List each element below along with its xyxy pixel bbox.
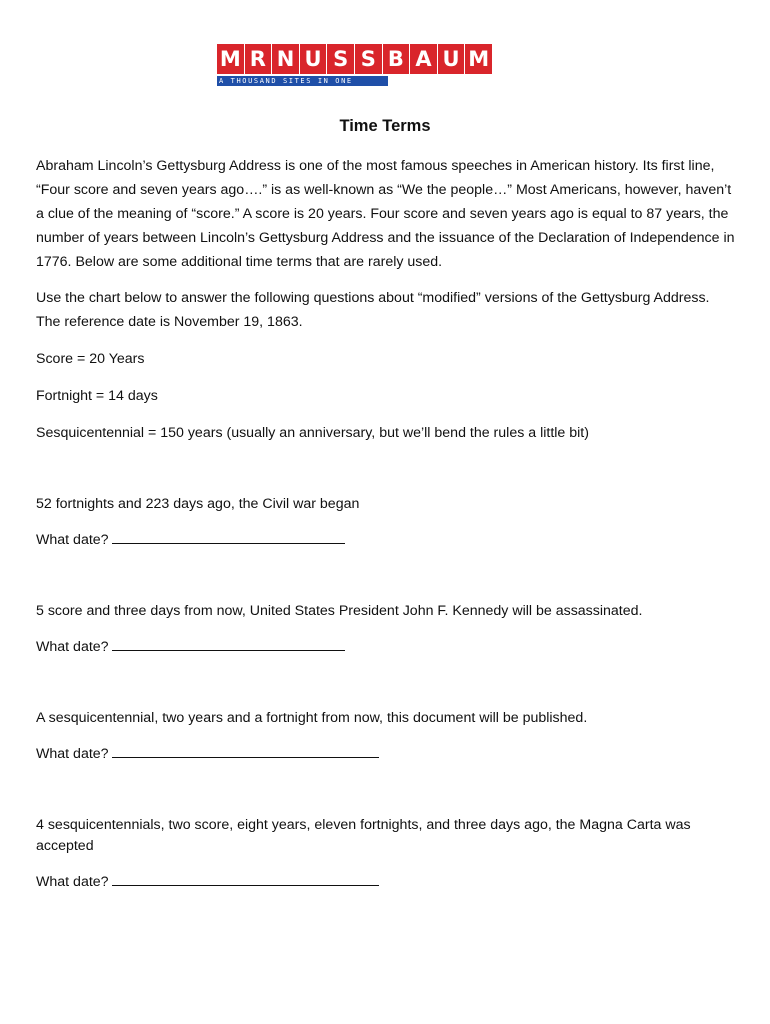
answer-line-3[interactable] xyxy=(36,742,736,766)
definition-fortnight: Fortnight = 14 days xyxy=(36,388,158,404)
logo-letter: B xyxy=(383,44,410,74)
question-4: 4 sesquicentennials, two score, eight years, eleven fortnights, and three days ago, the Magna Carta was accepted xyxy=(36,817,691,854)
worksheet-body xyxy=(36,154,736,894)
question-2: 5 score and three days from now, United States President John F. Kennedy will be assassinated. xyxy=(36,603,643,619)
mrnussbaum-logo xyxy=(217,44,519,86)
logo-letter: S xyxy=(355,44,382,74)
answer-blank[interactable] xyxy=(112,529,345,544)
logo-letter: R xyxy=(245,44,272,74)
logo-letter: U xyxy=(438,44,465,74)
question-3: A sesquicentennial, two years and a fortnight from now, this document will be published. xyxy=(36,710,588,726)
definition-sesquicentennial: Sesquicentennial = 150 years (usually an anniversary, but we’ll bend the rules a little bit) xyxy=(36,425,589,441)
answer-blank[interactable] xyxy=(112,871,379,886)
answer-line-4[interactable] xyxy=(36,870,736,894)
instructions-paragraph: Use the chart below to answer the following questions about “modified” versions of the Gettysburg Address. The reference date is November 19, 1863. xyxy=(36,290,710,330)
logo-tagline: A THOUSAND SITES IN ONE xyxy=(217,76,388,86)
answer-label: What date? xyxy=(36,746,109,762)
definition-score: Score = 20 Years xyxy=(36,351,145,367)
answer-label: What date? xyxy=(36,874,109,890)
page-title: Time Terms xyxy=(339,117,431,135)
answer-line-2[interactable] xyxy=(36,635,736,659)
answer-blank[interactable] xyxy=(112,743,379,758)
intro-paragraph: Abraham Lincoln’s Gettysburg Address is one of the most famous speeches in American history. Its first line, “Four score and seven years ago….” is as well-known as “We the people…” Most Americans, however, haven’t a clue of the meaning of “score.” A score is 20 years. Four score and seven years ago is equal to 87 years, the number of years between Lincoln’s Gettysburg Address and the issuance of the Declaration of Independence in 1776. Below are some additional time terms that are rarely used. xyxy=(36,158,735,270)
question-1: 52 fortnights and 223 days ago, the Civil war began xyxy=(36,496,360,512)
logo-letter: A xyxy=(410,44,437,74)
answer-label: What date? xyxy=(36,532,109,548)
logo-letter: U xyxy=(300,44,327,74)
logo-letter: M xyxy=(217,44,244,74)
answer-line-1[interactable] xyxy=(36,528,736,552)
logo-letter: N xyxy=(272,44,299,74)
logo-letter: S xyxy=(327,44,354,74)
logo-letter: M xyxy=(465,44,492,74)
logo-letter-tiles xyxy=(217,44,519,74)
answer-label: What date? xyxy=(36,639,109,655)
answer-blank[interactable] xyxy=(112,636,345,651)
